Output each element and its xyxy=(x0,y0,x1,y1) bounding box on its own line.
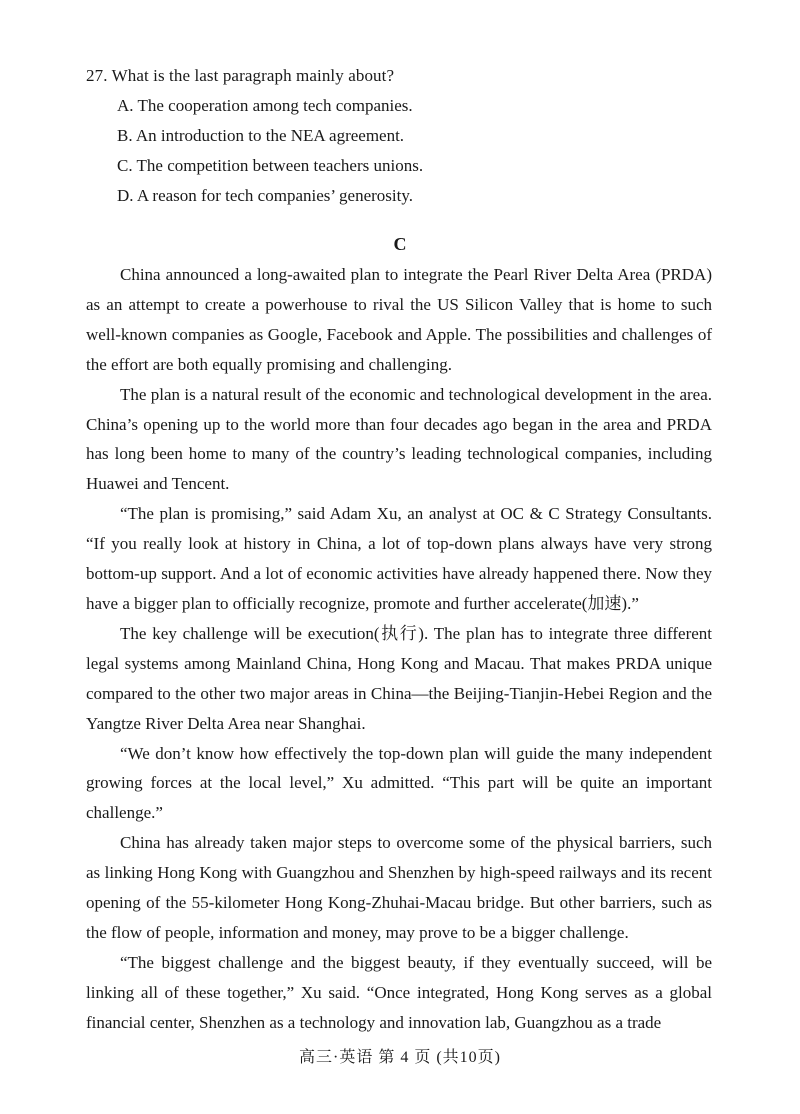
option-d: D. A reason for tech companies’ generosity. xyxy=(117,186,413,205)
option-b: B. An introduction to the NEA agreement. xyxy=(117,126,405,145)
reading-passage xyxy=(86,260,712,1038)
section-heading: C xyxy=(393,234,407,254)
paragraph: “The plan is promising,” said Adam Xu, an analyst at OC & C Strategy Consultants. “If you really look at history in China, a lot of top-down plans always have very strong bottom-up support. And a lot of economic activities have already happened there. Now they have a bigger plan to officially recognize, promote and further accelerate(加速).” xyxy=(86,504,712,613)
question-27-stem: 27. What is the last paragraph mainly about? xyxy=(86,66,395,85)
option-a: A. The cooperation among tech companies. xyxy=(117,96,413,115)
paragraph: “We don’t know how effectively the top-down plan will guide the many independent growing forces at the local level,” Xu admitted. “This part will be quite an important challenge.” xyxy=(86,743,712,823)
paragraph: China has already taken major steps to overcome some of the physical barriers, such as linking Hong Kong with Guangzhou and Shenzhen by high-speed railways and its recent opening of the 55-kilometer Hong Kong-Zhuhai-Macau bridge. But other barriers, such as the flow of people, information and money, may prove to be a bigger challenge. xyxy=(86,833,712,942)
paragraph: The plan is a natural result of the economic and technological development in the area. China’s opening up to the world more than four decades ago began in the area and PRDA has long been home to many of the country’s leading technological companies, including Huawei and Tencent. xyxy=(86,384,712,494)
paragraph: China announced a long-awaited plan to integrate the Pearl River Delta Area (PRDA) as an attempt to create a powerhouse to rival the US Silicon Valley that is home to such well-known companies as Google, Facebook and Apple. The possibilities and challenges of the effort are both equally promising and challenging. xyxy=(86,265,712,374)
paragraph: The key challenge will be execution(执行). The plan has to integrate three different legal systems among Mainland China, Hong Kong and Macau. That makes PRDA unique compared to the other two major areas in China—the Beijing-Tianjin-Hebei Region and the Yangtze River Delta Area near Shanghai. xyxy=(86,623,712,733)
page-footer: 高三·英语 第 4 页 (共10页) xyxy=(299,1049,501,1066)
paragraph: “The biggest challenge and the biggest beauty, if they eventually succeed, will be linking all of these together,” Xu said. “Once integrated, Hong Kong serves as a global financial center, Shenzhen as a technology and innovation lab, Guangzhou as a trade xyxy=(86,952,712,1032)
option-c: C. The competition between teachers unions. xyxy=(117,156,424,175)
